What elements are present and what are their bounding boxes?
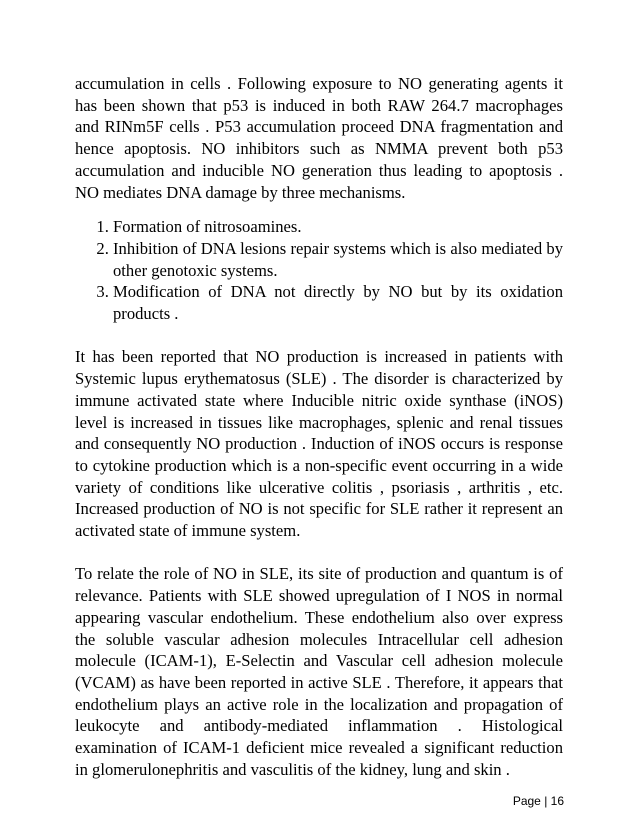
page-body [75,73,563,780]
list-item: 1. Formation of nitrosoamines. [113,216,563,238]
list-item: 3. Modification of DNA not directly by NO but by its oxidation products . [113,281,563,324]
mechanism-list [75,216,563,325]
paragraph-p53-accumulation: accumulation in cells . Following exposure to NO generating agents it has been shown that p53 is induced in both RAW 264.7 macrophages and RINm5F cells . P53 accumulation proceed DNA fragmentation and hence apoptosis. NO inhibitors such as NMMA prevent both p53 accumulation and inducible NO generation thus leading to apoptosis . NO mediates DNA damage by three mechanisms. [75,74,563,202]
paragraph-sle-no-production: It has been reported that NO production is increased in patients with Systemic lupus erythematosus (SLE) . The disorder is characterized by immune activated state where Inducible nitric oxide synthase (iNOS) level is increased in tissues like macrophages, splenic and renal tissues and consequently NO production . Induction of iNOS occurs is response to cytokine production which is a non-specific event occurring in a wide variety of conditions like ulcerative colitis , psoriasis , arthritis , etc. Increased production of NO is not specific for SLE rather it represent an activated state of immune system. [75,347,563,541]
list-item: 2. Inhibition of DNA lesions repair systems which is also mediated by other genotoxic systems. [113,238,563,281]
page-number: Page | 16 [512,794,564,808]
paragraph-no-role-in-sle: To relate the role of NO in SLE, its site of production and quantum is of relevance. Patients with SLE showed upregulation of I NOS in normal appearing vascular endothelium. These endothelium also over express the soluble vascular adhesion molecules Intracellular cell adhesion molecule (ICAM-1), E-Selectin and Vascular cell adhesion molecule (VCAM) as have been reported in active SLE . Therefore, it appears that endothelium plays an active role in the localization and propagation of leukocyte and antibody-mediated inflammation . Histological examination of ICAM-1 deficient mice revealed a significant reduction in glomerulonephritis and vasculitis of the kidney, lung and skin . [75,564,563,779]
